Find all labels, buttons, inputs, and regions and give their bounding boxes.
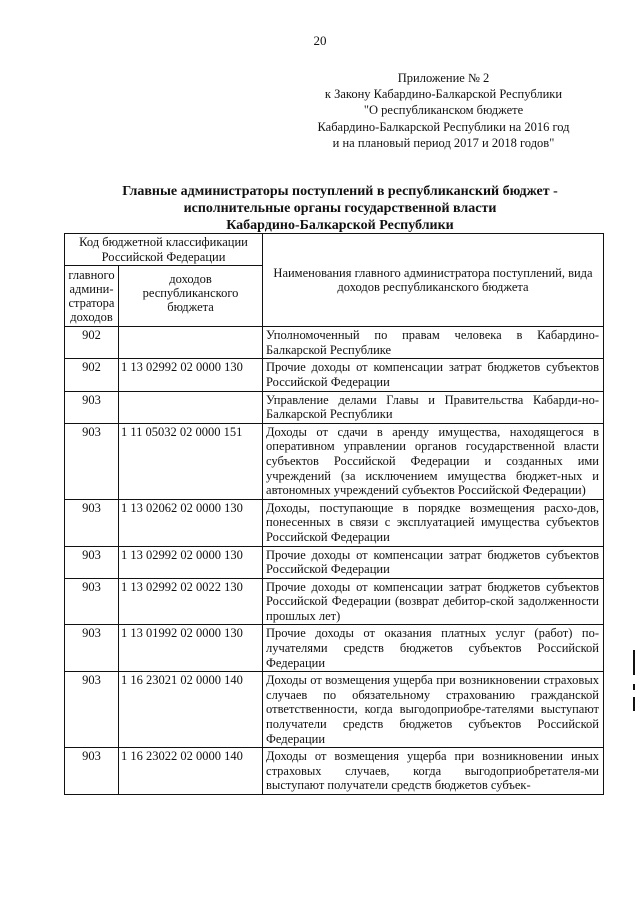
revenue-code-cell: 1 13 02992 02 0000 130	[119, 359, 263, 391]
revenue-name-cell: Прочие доходы от компенсации затрат бюджетов субъектов Российской Федерации	[263, 546, 604, 578]
table-row	[65, 578, 604, 625]
revenue-code-cell: 1 16 23022 02 0000 140	[119, 748, 263, 795]
revenue-code-cell: 1 13 01992 02 0000 130	[119, 625, 263, 672]
admin-code-cell: 903	[65, 391, 119, 423]
table-row	[65, 625, 604, 672]
revenue-code-cell: 1 13 02062 02 0000 130	[119, 499, 263, 546]
table-row	[65, 546, 604, 578]
table-row	[65, 391, 604, 423]
table-row	[65, 672, 604, 748]
table-row	[65, 499, 604, 546]
revenue-name-cell: Управление делами Главы и Правительства Кабарди-но-Балкарской Республики	[263, 391, 604, 423]
table-row	[65, 327, 604, 359]
page-number: 20	[313, 33, 327, 48]
revenue-administrators-table	[64, 233, 604, 795]
table-body	[65, 327, 604, 795]
table-row	[65, 748, 604, 795]
margin-mark	[633, 697, 635, 711]
admin-code-cell: 903	[65, 672, 119, 748]
table-row	[65, 359, 604, 391]
appendix-line: к Закону Кабардино-Балкарской Республики	[324, 87, 563, 102]
appendix-line: и на плановый период 2017 и 2018 годов"	[332, 135, 555, 150]
appendix-line: Кабардино-Балкарской Республики на 2016 год	[317, 119, 570, 134]
document-title	[60, 183, 620, 234]
revenue-code-cell: 1 16 23021 02 0000 140	[119, 672, 263, 748]
admin-code-cell: 903	[65, 546, 119, 578]
header-budget-classification-code: Код бюджетной классификации Российской Федерации	[65, 234, 263, 266]
appendix-reference	[290, 70, 597, 151]
table-row	[65, 423, 604, 499]
revenue-name-cell: Доходы от возмещения ущерба при возникновении страховых случаев по обязательному страхованию гражданской ответственности, когда выгодоприобре-тателями выступают получатели средств бюджетов субъектов Российской Федерации	[263, 672, 604, 748]
revenue-code-cell: 1 13 02992 02 0022 130	[119, 578, 263, 625]
revenue-code-cell: 1 13 02992 02 0000 130	[119, 546, 263, 578]
header-admin-code-column: главного админи-стратора доходов	[65, 266, 119, 327]
title-line: Главные администраторы поступлений в республиканский бюджет -	[122, 184, 558, 199]
admin-code-cell: 902	[65, 327, 119, 359]
appendix-line: "О республиканском бюджете	[363, 103, 524, 118]
header-revenue-code-column: доходов республиканского бюджета	[119, 266, 263, 327]
revenue-name-cell: Прочие доходы от компенсации затрат бюджетов субъектов Российской Федерации (возврат дебитор-ской задолженности прошлых лет)	[263, 578, 604, 625]
admin-code-cell: 903	[65, 578, 119, 625]
admin-code-cell: 903	[65, 748, 119, 795]
title-line: Кабардино-Балкарской Республики	[226, 218, 454, 233]
revenue-name-cell: Доходы, поступающие в порядке возмещения расхо-дов, понесенных в связи с эксплуатацией имущества субъектов Российской Федерации	[263, 499, 604, 546]
revenue-name-cell: Прочие доходы от компенсации затрат бюджетов субъектов Российской Федерации	[263, 359, 604, 391]
admin-code-cell: 903	[65, 423, 119, 499]
title-line: исполнительные органы государственной власти	[183, 201, 497, 216]
header-name-column: Наименования главного администратора поступлений, вида доходов республиканского бюджета	[263, 234, 604, 327]
margin-mark	[633, 650, 635, 675]
admin-code-cell: 902	[65, 359, 119, 391]
revenue-code-cell	[119, 391, 263, 423]
revenue-code-cell	[119, 327, 263, 359]
margin-mark	[633, 684, 635, 690]
revenue-name-cell: Прочие доходы от оказания платных услуг (работ) по-лучателями средств бюджетов субъектов Российской Федерации	[263, 625, 604, 672]
admin-code-cell: 903	[65, 625, 119, 672]
revenue-name-cell: Доходы от сдачи в аренду имущества, находящегося в оперативном управлении органов государственной власти субъектов Российской Федерации и созданных ими учреждений (за исключением имущества бюджет-ных и автономных учреждений субъектов Российской Федерации)	[263, 423, 604, 499]
appendix-line: Приложение № 2	[397, 71, 490, 85]
revenue-code-cell: 1 11 05032 02 0000 151	[119, 423, 263, 499]
admin-code-cell: 903	[65, 499, 119, 546]
revenue-name-cell: Уполномоченный по правам человека в Кабардино-Балкарской Республике	[263, 327, 604, 359]
revenue-name-cell: Доходы от возмещения ущерба при возникновении иных страховых случаев, когда выгодоприобретателя-ми выступают получатели средств бюджетов субъек-	[263, 748, 604, 795]
